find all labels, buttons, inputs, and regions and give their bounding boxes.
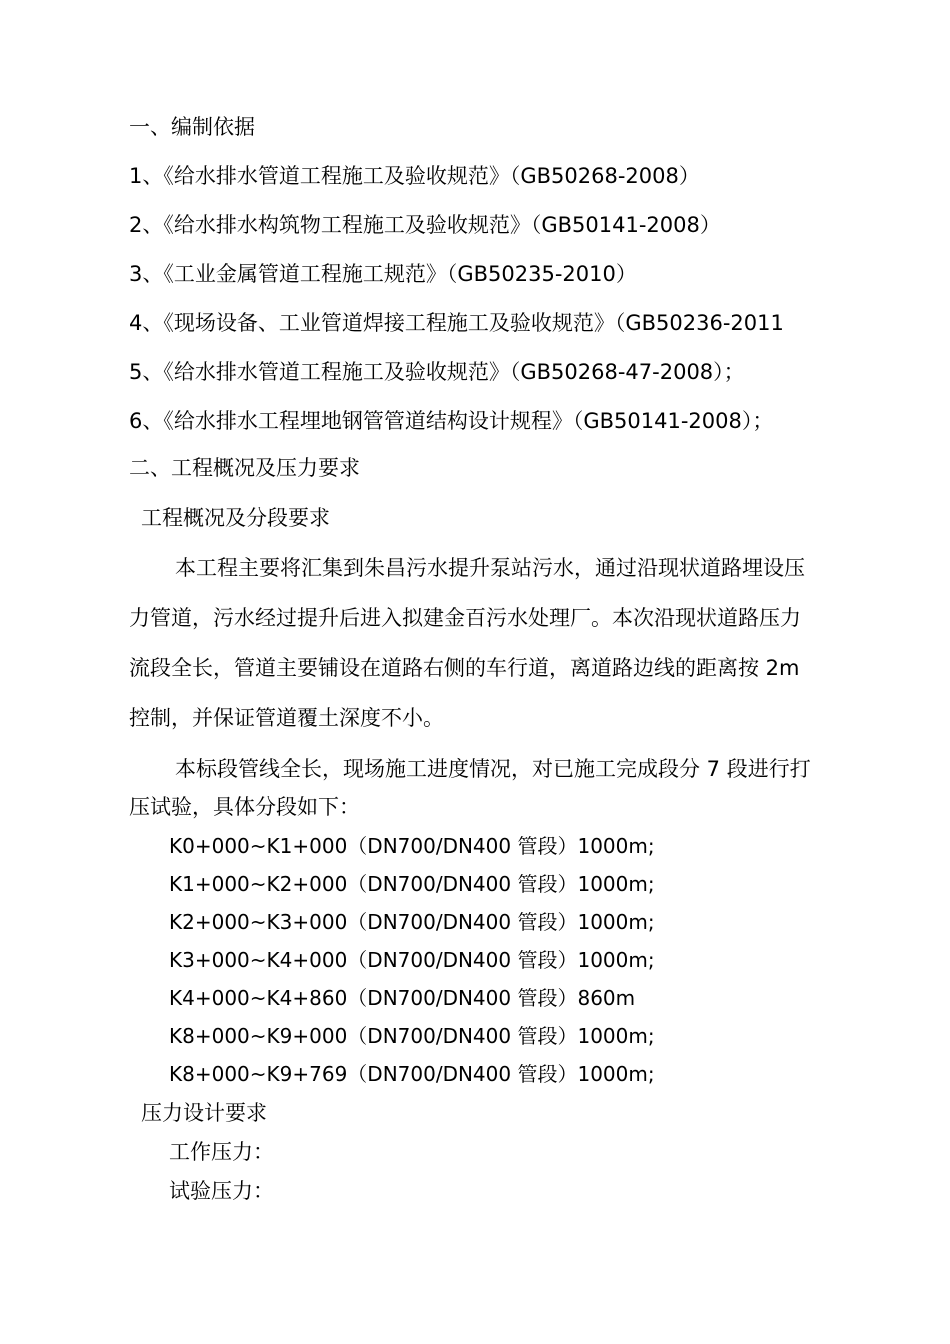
segment-item-2: K1+000~K2+000（DN700/DN400 管段）1000m; [169, 872, 655, 896]
overview-paragraph-line-3: 流段全长，管道主要铺设在道路右侧的车行道，离道路边线的距离按 2m [129, 656, 800, 680]
pressure-subtitle: 压力设计要求 [141, 1101, 267, 1125]
reference-item-3: 3、《工业金属管道工程施工规范》（GB50235-2010） [129, 262, 637, 286]
overview-paragraph-line-1: 本工程主要将汇集到朱昌污水提升泵站污水，通过沿现状道路埋设压 [175, 556, 805, 580]
segment-paragraph-line-1: 本标段管线全长，现场施工进度情况，对已施工完成段分 7 段进行打 [175, 757, 811, 781]
segment-item-3: K2+000~K3+000（DN700/DN400 管段）1000m; [169, 910, 655, 934]
segment-item-6: K8+000~K9+000（DN700/DN400 管段）1000m; [169, 1024, 655, 1048]
segment-paragraph-line-2: 压试验，具体分段如下： [129, 795, 360, 819]
test-pressure-label: 试验压力： [169, 1179, 274, 1203]
overview-subtitle: 工程概况及分段要求 [141, 506, 330, 530]
segment-item-4: K3+000~K4+000（DN700/DN400 管段）1000m; [169, 948, 655, 972]
section2-title: 二、工程概况及压力要求 [129, 456, 360, 480]
reference-item-1: 1、《给水排水管道工程施工及验收规范》（GB50268-2008） [129, 164, 700, 188]
reference-item-2: 2、《给水排水构筑物工程施工及验收规范》（GB50141-2008） [129, 213, 721, 237]
reference-item-6: 6、《给水排水工程埋地钢管管道结构设计规程》（GB50141-2008）； [129, 409, 774, 433]
section1-title: 一、编制依据 [129, 115, 255, 139]
overview-paragraph-line-2: 力管道，污水经过提升后进入拟建金百污水处理厂。本次沿现状道路压力 [129, 606, 801, 630]
segment-item-5: K4+000~K4+860（DN700/DN400 管段）860m [169, 986, 636, 1010]
reference-item-5: 5、《给水排水管道工程施工及验收规范》（GB50268-47-2008）； [129, 360, 745, 384]
reference-item-4: 4、《现场设备、工业管道焊接工程施工及验收规范》（GB50236-2011 [129, 311, 784, 335]
segment-item-7: K8+000~K9+769（DN700/DN400 管段）1000m; [169, 1062, 655, 1086]
working-pressure-label: 工作压力： [169, 1140, 274, 1164]
segment-item-1: K0+000~K1+000（DN700/DN400 管段）1000m; [169, 834, 655, 858]
overview-paragraph-line-4: 控制，并保证管道覆土深度不小。 [129, 706, 444, 730]
